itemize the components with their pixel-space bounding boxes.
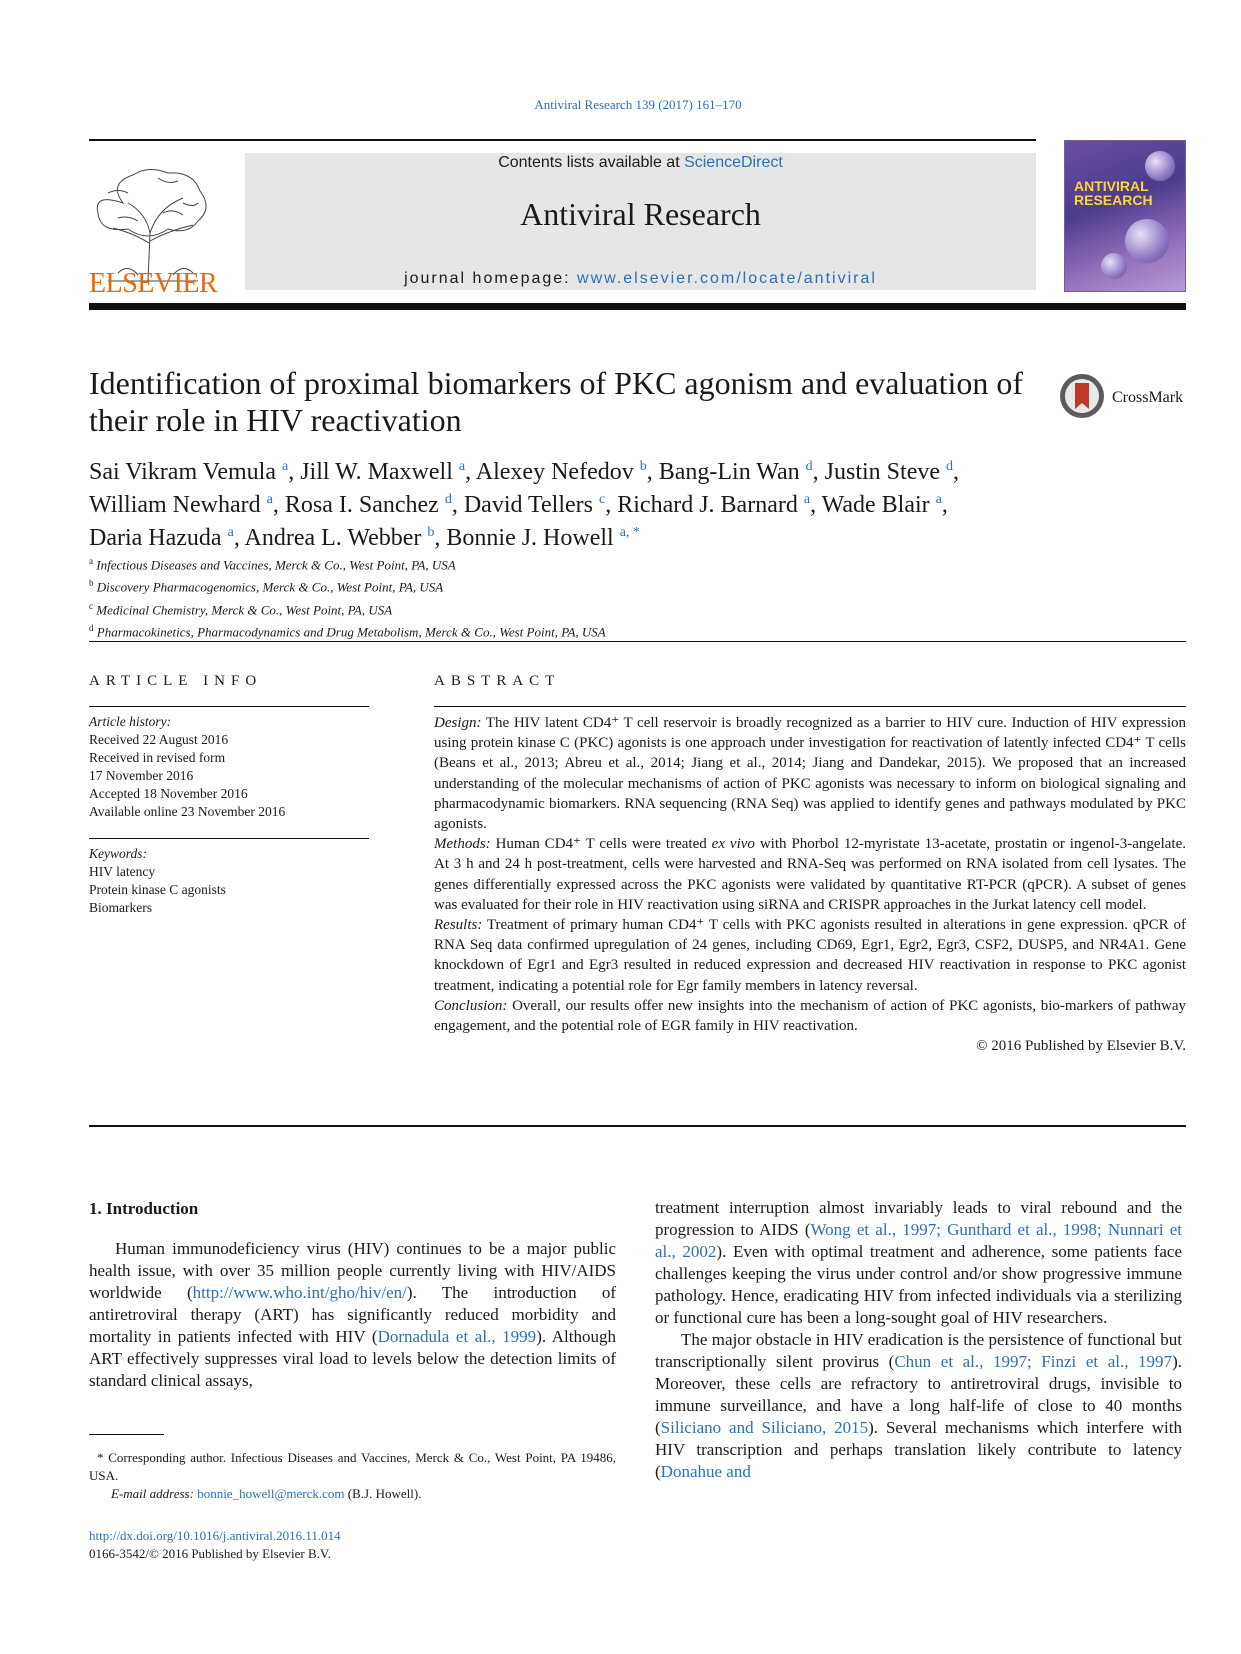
affiliation-marker[interactable]: b [639, 459, 647, 474]
footnote [89, 1449, 616, 1503]
keyword-item: Protein kinase C agonists [89, 882, 226, 897]
author-name: Sai Vikram Vemula [89, 459, 282, 485]
paragraph: Human immunodeficiency virus (HIV) continues to be a major public health issue, with over 35 million people currently living with HIV/AIDS worldwide (http://www.who.int/gho/hiv/en/). The introduction of antiretroviral therapy (ART) has significantly reduced morbidity and mortality in patients infected with HIV (Dornadula et al., 1999). Although ART effectively suppresses viral load to levels below the detection limits of standard clinical assays, [89, 1239, 617, 1390]
affiliation-marker[interactable]: d [444, 492, 452, 507]
contents-availability [245, 154, 1036, 172]
abstract-body [434, 713, 1186, 1056]
abstract-heading: ABSTRACT [434, 673, 561, 689]
keyword-item: Biomarkers [89, 900, 152, 915]
history-item: Received 22 August 2016 [89, 732, 229, 747]
article-info-rule [89, 706, 369, 707]
section-rule [89, 1125, 1186, 1127]
keyword-item: HIV latency [89, 864, 156, 879]
journal-citation-link[interactable]: Antiviral Research 139 (2017) 161–170 [534, 97, 742, 112]
body-right-column [655, 1197, 1182, 1483]
history-item: Available online 23 November 2016 [89, 804, 286, 819]
author-name: Jill W. Maxwell [300, 459, 459, 485]
affiliation-marker[interactable]: a [227, 525, 234, 540]
footnote-rule [89, 1434, 164, 1435]
homepage-link[interactable]: www.elsevier.com/locate/antiviral [577, 270, 877, 287]
affiliation-marker[interactable]: a [266, 492, 273, 507]
author-name: Richard J. Barnard [617, 492, 804, 518]
doi-link[interactable]: http://dx.doi.org/10.1016/j.antiviral.2016.11.014 [89, 1528, 341, 1543]
history-item: Received in revised form [89, 750, 226, 765]
history-item: Accepted 18 November 2016 [89, 786, 248, 801]
issn-line: 0166-3542/© 2016 Published by Elsevier B.V. [89, 1546, 331, 1561]
abstract-copyright: © 2016 Published by Elsevier B.V. [976, 1038, 1186, 1055]
affiliation-text: Infectious Diseases and Vaccines, Merck & Co., West Point, PA, USA [93, 557, 456, 573]
corresponding-author-note: * Corresponding author. Infectious Diseases and Vaccines, Merck & Co., West Point, PA 19486, USA. [89, 1450, 616, 1483]
affiliation-item [89, 597, 989, 619]
author-name: Andrea L. Webber [244, 525, 428, 551]
affiliation-marker[interactable]: d [805, 459, 813, 474]
affiliation-text: Medicinal Chemistry, Merck & Co., West Point, PA, USA [93, 601, 393, 617]
cover-virus-graphic [1125, 219, 1169, 263]
section-rule [89, 641, 1186, 642]
author-name: Daria Hazuda [89, 525, 228, 551]
doi-block [89, 1527, 341, 1563]
author-name: Rosa I. Sanchez [284, 492, 445, 518]
citation-link[interactable]: Siliciano and Siliciano, 2015 [660, 1418, 869, 1437]
header-rule [89, 139, 1036, 141]
author-name: Wade Blair [821, 492, 936, 518]
keyword-list [89, 863, 369, 917]
affiliation-marker[interactable]: a, * [619, 525, 640, 540]
author-separator: , [434, 525, 447, 551]
affiliation-list [89, 552, 989, 641]
who-link[interactable]: http://www.who.int/gho/hiv/en/ [192, 1283, 407, 1302]
article-info-heading: ARTICLE INFO [89, 673, 263, 689]
author-name: Bonnie J. Howell [446, 525, 620, 551]
affiliation-key: b [89, 578, 94, 589]
author-separator: , [605, 492, 618, 518]
article-title: Identification of proximal biomarkers of PKC agonism and evaluation of their role in HIV reactivation [89, 365, 1023, 438]
author-separator: , [451, 492, 464, 518]
affiliation-marker[interactable]: a [281, 459, 289, 474]
journal-cover-image [1064, 140, 1186, 292]
affiliation-text: Pharmacokinetics, Pharmacodynamics and Drug Metabolism, Merck & Co., West Point, PA, USA [93, 624, 606, 640]
affiliation-marker[interactable]: c [599, 492, 606, 507]
affiliation-marker[interactable]: a [803, 492, 811, 507]
citation-link[interactable]: Donahue and [660, 1462, 751, 1481]
author-separator: , [272, 492, 285, 518]
author-separator: , [812, 459, 825, 485]
author-separator: , [465, 459, 476, 485]
author-name: Alexey Nefedov [475, 459, 640, 485]
article-history [89, 713, 369, 821]
sciencedirect-link[interactable]: ScienceDirect [684, 154, 783, 171]
affiliation-key: a [89, 556, 93, 566]
citation-link[interactable]: Dornadula et al., 1999 [377, 1327, 537, 1346]
affiliation-text: Discovery Pharmacogenomics, Merck & Co., West Point, PA, USA [93, 579, 444, 595]
body-left-column [89, 1238, 616, 1392]
homepage-prefix: journal homepage: [404, 270, 578, 287]
elsevier-wordmark: ELSEVIER [89, 268, 218, 299]
affiliation-marker[interactable]: b [427, 525, 435, 540]
cover-virus-graphic [1101, 253, 1127, 279]
affiliation-key: c [89, 600, 93, 611]
author-separator: , [953, 459, 959, 485]
affiliation-item [89, 619, 989, 641]
citation-link[interactable]: Chun et al., 1997; Finzi et al., 1997 [894, 1352, 1173, 1371]
abstract-results: Results: Treatment of primary human CD4⁺ T cells with PKC agonists resulted in alterations in gene expression. qPCR of RNA Seq data confirmed upregulation of 24 genes, including CD69, Egr1, Egr2, Egr3, CSF2, DUSP5, and NR4A1. Gene knockdown of Egr1 and Egr3 resulted in reduced expression and decreased HIV reactivation in response to PKC agonist treatment, indicating a potential role for Egr family members in latency reversal. [434, 917, 1186, 994]
author-separator: , [646, 459, 659, 485]
introduction-heading: 1. Introduction [89, 1199, 199, 1218]
email-link[interactable]: bonnie_howell@merck.com [197, 1486, 345, 1501]
keywords-label: Keywords: [89, 846, 147, 861]
email-line: E-mail address: bonnie_howell@merck.com (B.J. Howell). [111, 1486, 422, 1501]
contents-prefix: Contents lists available at [498, 154, 685, 171]
cover-title: ANTIVIRAL RESEARCH [1074, 178, 1153, 208]
history-label: Article history: [89, 714, 172, 729]
affiliation-marker[interactable]: d [946, 459, 953, 474]
history-item: 17 November 2016 [89, 768, 194, 783]
author-list [89, 453, 1139, 552]
author-separator: , [288, 459, 301, 485]
history-list [89, 731, 369, 821]
keywords-rule [89, 838, 369, 839]
journal-name: Antiviral Research [520, 196, 761, 232]
crossmark-label[interactable]: CrossMark [1112, 389, 1184, 406]
header-thick-rule [89, 303, 1186, 310]
keywords [89, 845, 369, 917]
author-name: David Tellers [463, 492, 600, 518]
author-name: William Newhard [89, 492, 267, 518]
abstract-rule [434, 706, 1186, 707]
author-separator: , [810, 492, 822, 518]
author-separator: , [233, 525, 245, 551]
paragraph: The major obstacle in HIV eradication is the persistence of functional but transcriptionally silent provirus (Chun et al., 1997; Finzi et al., 1997). Moreover, these cells are refractory to antiretroviral drugs, invisible to immune surveillance, and have a long half-life of close to 40 months (Siliciano and Siliciano, 2015). Several mechanisms which interfere with HIV transcription and perhaps translation likely contribute to latency (Donahue and [655, 1330, 1183, 1481]
author-name: Bang-Lin Wan [658, 459, 806, 485]
affiliation-item [89, 574, 989, 596]
abstract-design: Design: The HIV latent CD4⁺ T cell reservoir is broadly recognized as a barrier to HIV cure. Induction of HIV expression using protein kinase C (PKC) agonists is one approach under investigation for reactivation of latently infected CD4⁺ T cells (Beans et al., 2013; Abreu et al., 2014; Jiang et al., 2014; Jiang and Dandekar, 2015). We proposed that an increased understanding of the molecular mechanisms of action of PKC agonists was necessary to inform on biological signaling and pharmacodynamic biomarkers. RNA sequencing (RNA Seq) was applied to identify genes and pathways modulated by PKC agonists. [434, 715, 1186, 833]
affiliation-item [89, 552, 989, 574]
cover-virus-graphic [1145, 151, 1175, 181]
affiliation-key: d [89, 622, 94, 633]
abstract-methods: Methods: Human CD4⁺ T cells were treated ex vivo with Phorbol 12-myristate 13-acetate, prostatin or ingenol-3-angelate. At 3 h and 24 h post-treatment, cells were harvested and RNA-Seq was performed on RNA isolated from cell lysates. The genes differentially expressed across the PKC agonists were validated by quantitative RT-PCR (qPCR). A subset of genes was evaluated for their role in HIV reactivation using siRNA and CRISPR approaches in the Jurkat latency cell model. [434, 836, 1186, 913]
author-separator: , [941, 492, 948, 518]
citation-link[interactable]: Wong et al., 1997; Gunthard et al., 1998; Nunnari et al., 2002 [655, 1220, 1182, 1261]
author-name: Justin Steve [824, 459, 946, 485]
affiliation-marker[interactable]: a [935, 492, 942, 507]
abstract-conclusion: Conclusion: Overall, our results offer new insights into the mechanism of action of PKC agonists, bio-markers of pathway engagement, and the potential role of EGR family in HIV reactivation. [434, 997, 1186, 1035]
journal-homepage [245, 270, 1036, 288]
paragraph: treatment interruption almost invariably leads to viral rebound and the progression to AIDS (Wong et al., 1997; Gunthard et al., 1998; Nunnari et al., 2002). Even with optimal treatment and adherence, some patients face challenges keeping the virus under control and/or show progressive immune pathology. Hence, eradicating HIV from infected individuals via a sterilizing or functional cure has been a long-sought goal of HIV researchers. [655, 1198, 1182, 1327]
crossmark-icon[interactable] [1058, 372, 1106, 420]
affiliation-marker[interactable]: a [458, 459, 466, 474]
